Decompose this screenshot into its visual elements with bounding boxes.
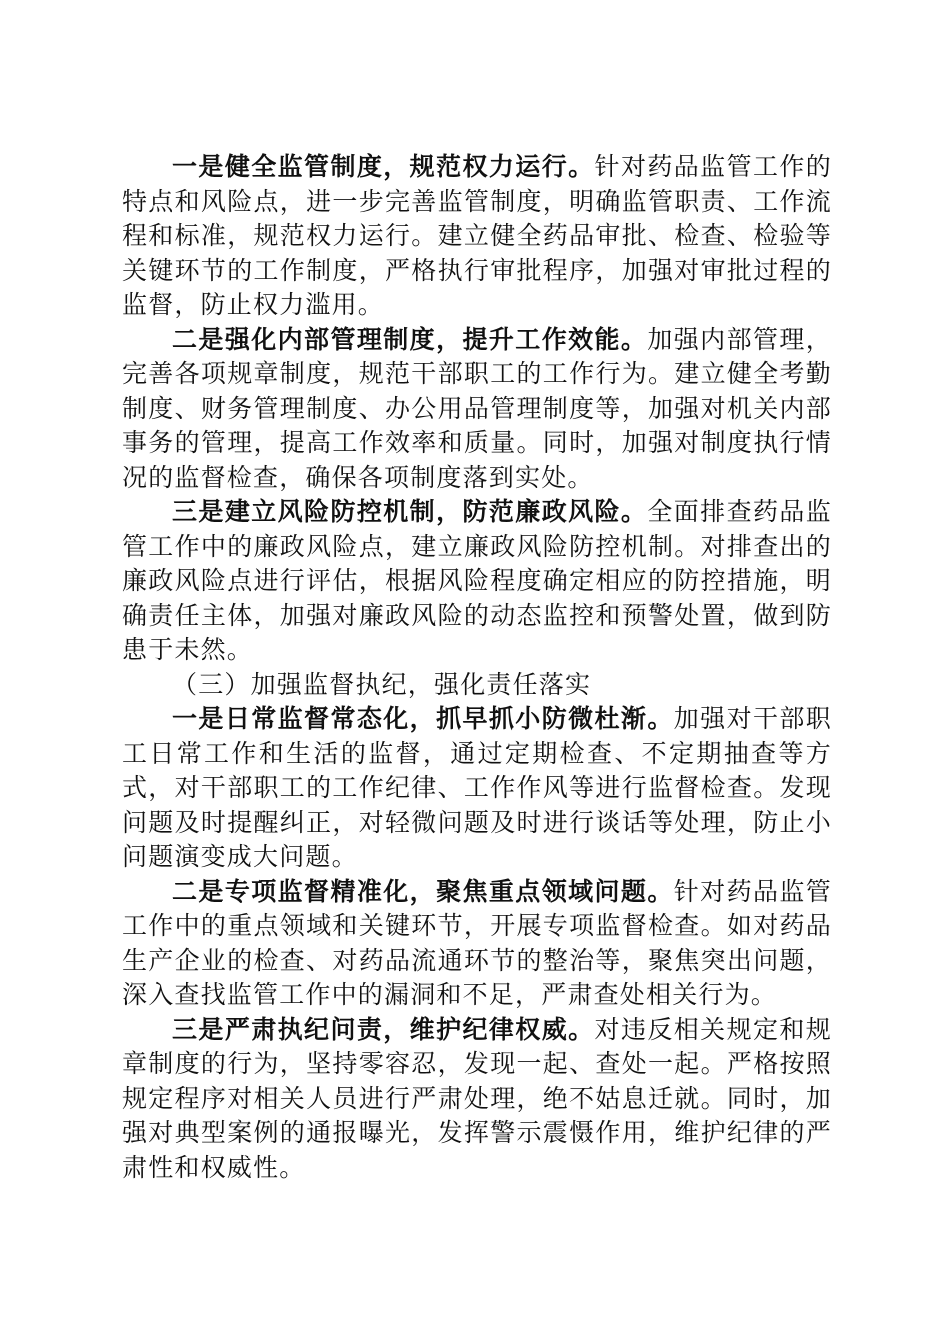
paragraph-4-body: 加强对干部职工日常工作和生活的监督，通过定期检查、不定期抽查等方式，对干部职工的工作纪律、工作作风等进行监督检查。发现问题及时提醒纠正，对轻微问题及时进行谈话等处理，防止小问题演变成大问题。 <box>122 704 832 871</box>
paragraph-3-lead: 三是建立风险防控机制，防范廉政风险。 <box>172 497 648 526</box>
paragraph-1-body: 针对药品监管工作的特点和风险点，进一步完善监管制度，明确监管职责、工作流程和标准，规范权力运行。建立健全药品审批、检查、检验等关键环节的工作制度，严格执行审批程序，加强对审批过程的监督，防止权力滥用。 <box>122 152 832 319</box>
paragraph-5 <box>122 875 832 1013</box>
document-body <box>122 150 832 1185</box>
paragraph-5-lead: 二是专项监督精准化，聚焦重点领域问题。 <box>172 876 674 906</box>
paragraph-3 <box>122 495 832 668</box>
paragraph-6-body: 对违反相关规定和规章制度的行为，坚持零容忍，发现一起、查处一起。严格按照规定程序对相关人员进行严肃处理，绝不姑息迁就。同时，加强对典型案例的通报曝光，发挥警示震慑作用，维护纪律的严肃性和权威性。 <box>122 1014 832 1182</box>
paragraph-1 <box>122 150 832 323</box>
paragraph-2-body: 加强内部管理，完善各项规章制度，规范干部职工的工作行为。建立健全考勤制度、财务管理制度、办公用品管理制度等，加强对机关内部事务的管理，提高工作效率和质量。同时，加强对制度执行情况的监督检查，确保各项制度落到实处。 <box>122 324 832 492</box>
paragraph-3-body: 全面排查药品监管工作中的廉政风险点，建立廉政风险防控机制。对排查出的廉政风险点进行评估，根据风险程度确定相应的防控措施，明确责任主体，加强对廉政风险的动态监控和预警处置，做到防患于未然。 <box>122 497 832 664</box>
paragraph-2 <box>122 323 832 496</box>
paragraph-2-lead: 二是强化内部管理制度，提升工作效能。 <box>172 324 648 354</box>
paragraph-6 <box>122 1013 832 1186</box>
section-heading: （三）加强监督执纪，强化责任落实 <box>172 669 592 699</box>
paragraph-6-lead: 三是严肃执纪问责，维护纪律权威。 <box>172 1014 595 1044</box>
paragraph-4 <box>122 702 832 875</box>
paragraph-5-body: 针对药品监管工作中的重点领域和关键环节，开展专项监督检查。如对药品生产企业的检查、对药品流通环节的整治等，聚焦突出问题，深入查找监管工作中的漏洞和不足，严肃查处相关行为。 <box>122 876 832 1009</box>
paragraph-1-lead: 一是健全监管制度，规范权力运行。 <box>172 152 595 181</box>
paragraph-4-lead: 一是日常监督常态化，抓早抓小防微杜渐。 <box>172 704 674 733</box>
